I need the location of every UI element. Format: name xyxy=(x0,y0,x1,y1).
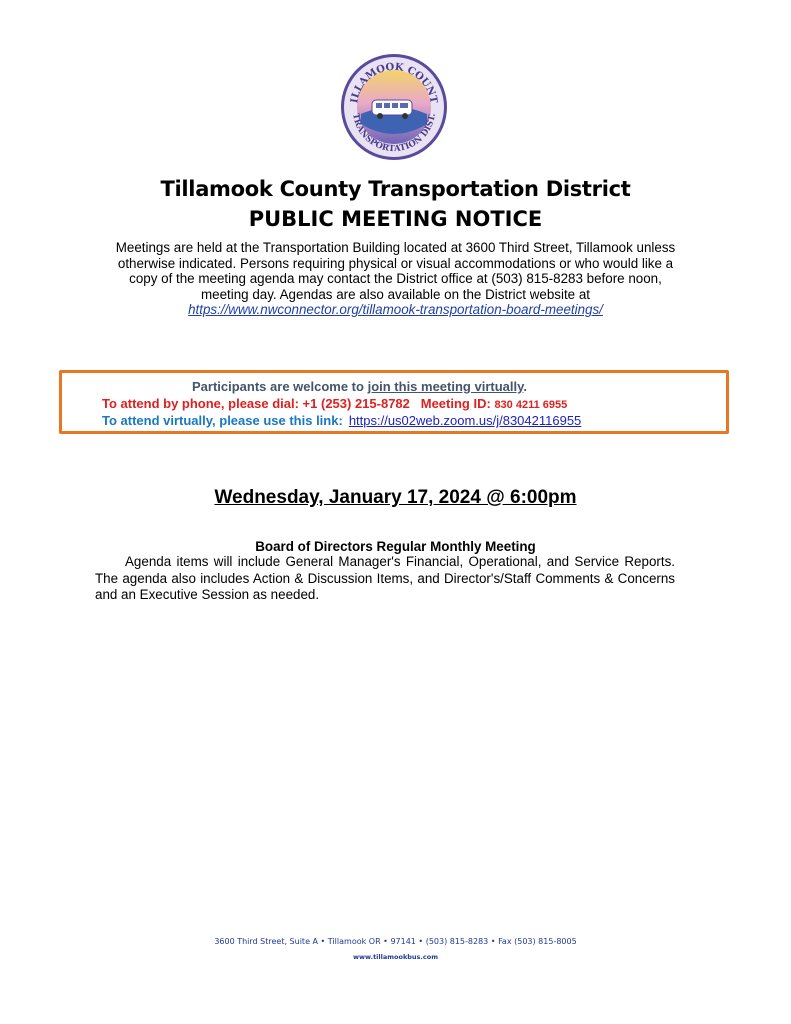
intro-line-2: otherwise indicated. Persons requiring physical or visual accommodations or who would like a xyxy=(117,255,674,271)
virtual-welcome-text xyxy=(192,379,527,394)
logo-top-text: ILLAMOOK COUNT xyxy=(349,61,439,105)
meeting-id-label: Meeting ID: xyxy=(420,396,491,411)
phone-label: To attend by phone, please dial: +1 (253) 215-8782 xyxy=(102,396,410,411)
bus-logo-icon xyxy=(339,52,449,162)
virtual-attendance-box xyxy=(59,370,729,434)
welcome-pre: Participants are welcome to xyxy=(192,379,368,394)
virtual-link-info xyxy=(102,413,581,428)
intro-paragraph xyxy=(90,240,701,318)
district-logo xyxy=(339,52,449,162)
meeting-title: Board of Directors Regular Monthly Meeting xyxy=(255,539,536,554)
meeting-date-heading: Wednesday, January 17, 2024 @ 6:00pm xyxy=(214,487,577,508)
welcome-post: . xyxy=(523,379,527,394)
footer-address: 3600 Third Street, Suite A • Tillamook OR • 97141 • (503) 815-8283 • Fax (503) 815-8005 xyxy=(214,937,577,946)
footer-website[interactable]: www.tillamookbus.com xyxy=(353,953,438,961)
intro-line-3: copy of the meeting agenda may contact the District office at (503) 815-8283 before noon, xyxy=(129,271,662,286)
intro-line-4: meeting day. Agendas are also available on the District website at xyxy=(200,286,591,302)
logo-bottom-text: TRANSPORTATION DIST. xyxy=(350,112,438,155)
link-label: To attend virtually, please use this link: xyxy=(102,413,343,428)
notice-title: PUBLIC MEETING NOTICE xyxy=(248,207,543,231)
phone-dial-info xyxy=(102,396,567,411)
meeting-description: Agenda items will include General Manager's Financial, Operational, and Service Reports. The agenda also includes Action & Discussion Items, and Director's/Staff Comments & Concerns and an Executive Session as needed. xyxy=(95,554,675,602)
organization-title: Tillamook County Transportation District xyxy=(160,177,631,201)
intro-line-1: Meetings are held at the Transportation Building located at 3600 Third Street, Tillamook unless xyxy=(115,240,676,255)
zoom-meeting-link[interactable]: https://us02web.zoom.us/j/83042116955 xyxy=(348,413,582,428)
welcome-underlined: join this meeting virtually xyxy=(367,379,524,394)
meeting-id-value: 830 4211 6955 xyxy=(494,399,568,411)
board-meetings-link[interactable]: https://www.nwconnector.org/tillamook-transportation-board-meetings/ xyxy=(188,302,603,317)
